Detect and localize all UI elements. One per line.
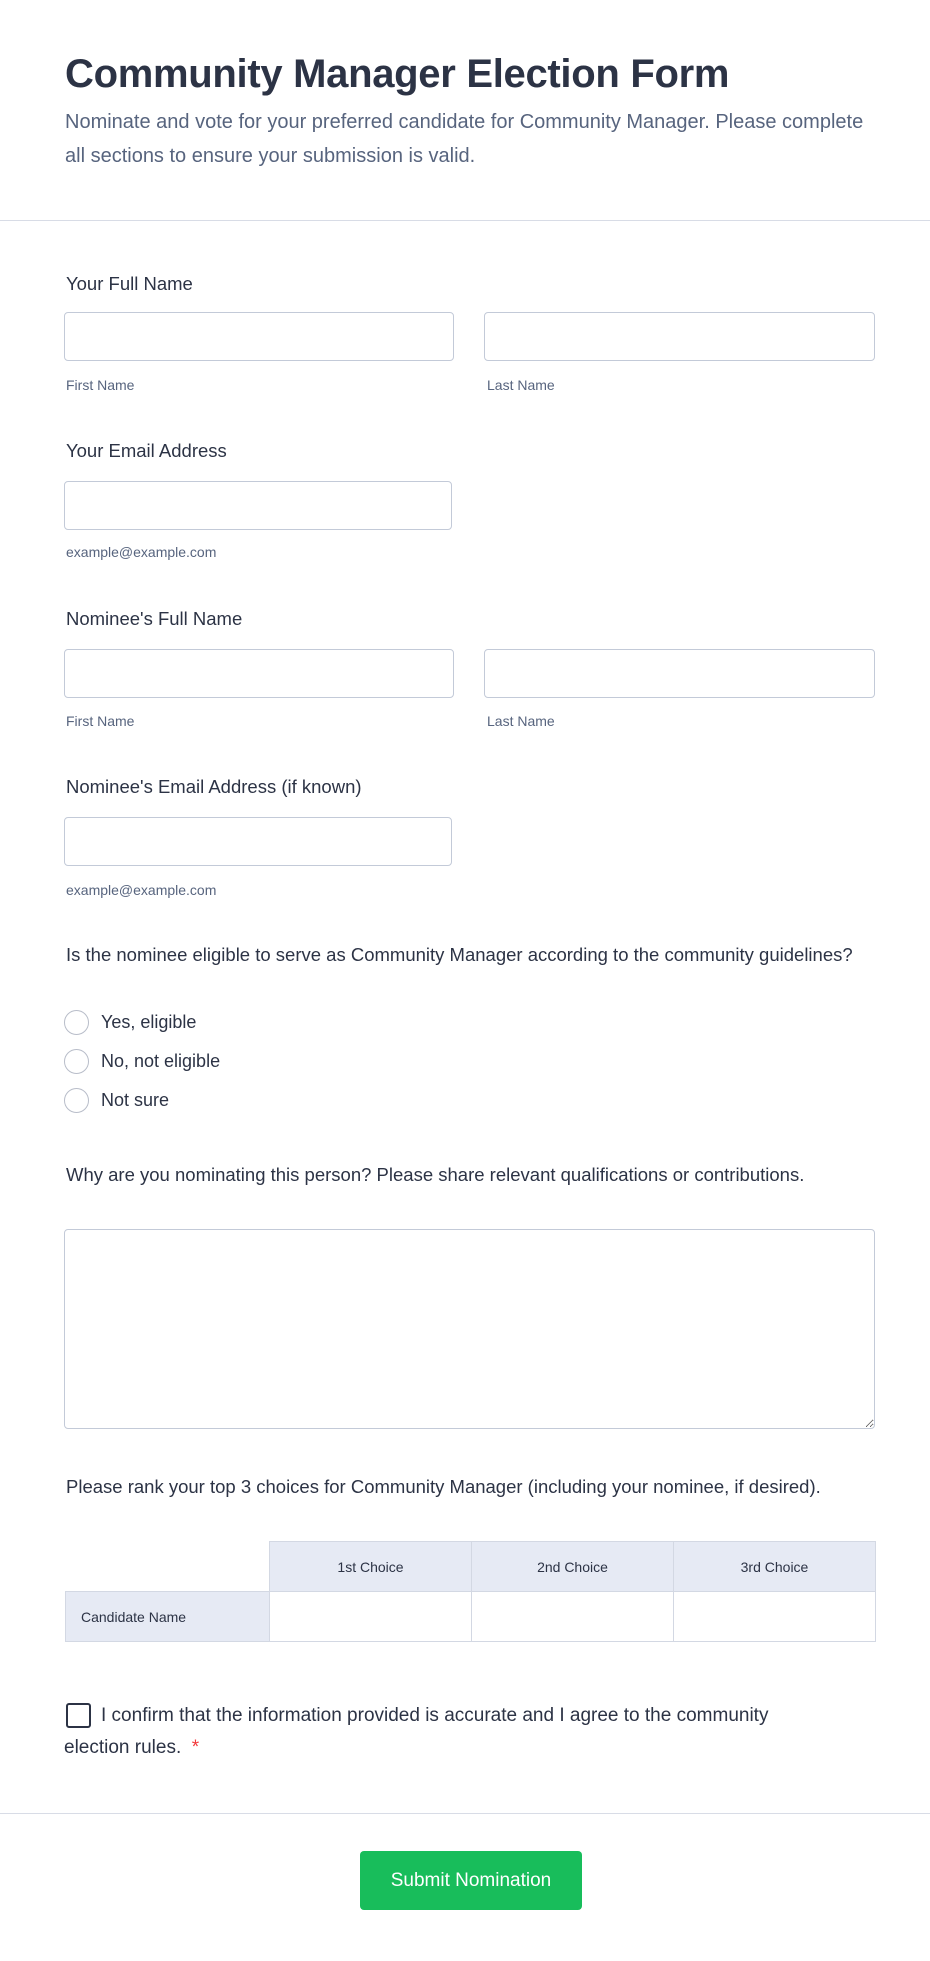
nominee-last-name-input[interactable] — [484, 649, 875, 698]
radio-no-label[interactable]: No, not eligible — [101, 1051, 221, 1071]
ranking-matrix — [65, 1541, 876, 1642]
nominee-last-name-hint: Last Name — [487, 713, 555, 729]
nominee-name-label: Nominee's Full Name — [66, 608, 243, 629]
divider — [0, 1813, 930, 1814]
matrix-corner — [66, 1542, 270, 1592]
column-header: 2nd Choice — [472, 1542, 674, 1592]
confirm-text — [64, 1700, 784, 1764]
nominee-email-label: Nominee's Email Address (if known) — [66, 776, 362, 797]
required-asterisk: * — [191, 1737, 200, 1758]
column-header: 3rd Choice — [674, 1542, 876, 1592]
radio-no[interactable] — [64, 1049, 89, 1074]
first-name-hint: First Name — [66, 377, 135, 393]
email-hint: example@example.com — [66, 544, 217, 560]
choice-2-cell[interactable] — [472, 1592, 674, 1642]
row-header: Candidate Name — [66, 1592, 270, 1642]
nominee-email-input[interactable] — [64, 817, 452, 866]
nominee-email-hint: example@example.com — [66, 882, 217, 898]
confirm-label: I confirm that the information provided is accurate and I agree to the community election rules. — [64, 1705, 769, 1758]
submit-button[interactable]: Submit Nomination — [360, 1851, 582, 1910]
reason-textarea[interactable] — [64, 1229, 875, 1429]
choice-1-cell[interactable] — [270, 1592, 472, 1642]
nominee-first-name-input[interactable] — [64, 649, 454, 698]
radio-not-sure-label[interactable]: Not sure — [101, 1090, 170, 1110]
column-header: 1st Choice — [270, 1542, 472, 1592]
page-title: Community Manager Election Form — [65, 52, 730, 96]
email-label: Your Email Address — [66, 440, 227, 461]
nominee-first-name-hint: First Name — [66, 713, 135, 729]
divider — [0, 220, 930, 221]
last-name-input[interactable] — [484, 312, 875, 361]
eligibility-label: Is the nominee eligible to serve as Community Manager according to the community guidelines? — [66, 944, 853, 965]
radio-not-sure[interactable] — [64, 1088, 89, 1113]
last-name-hint: Last Name — [487, 377, 555, 393]
radio-yes[interactable] — [64, 1010, 89, 1035]
form-description: Nominate and vote for your preferred candidate for Community Manager. Please complete all sections to ensure your submission is valid. — [65, 111, 864, 167]
radio-yes-label[interactable]: Yes, eligible — [101, 1012, 197, 1032]
choice-3-cell[interactable] — [674, 1592, 876, 1642]
first-name-input[interactable] — [64, 312, 454, 361]
reason-label: Why are you nominating this person? Please share relevant qualifications or contributions. — [66, 1164, 805, 1185]
email-input[interactable] — [64, 481, 452, 530]
ranking-label: Please rank your top 3 choices for Community Manager (including your nominee, if desired). — [66, 1476, 821, 1497]
full-name-label: Your Full Name — [66, 273, 193, 294]
